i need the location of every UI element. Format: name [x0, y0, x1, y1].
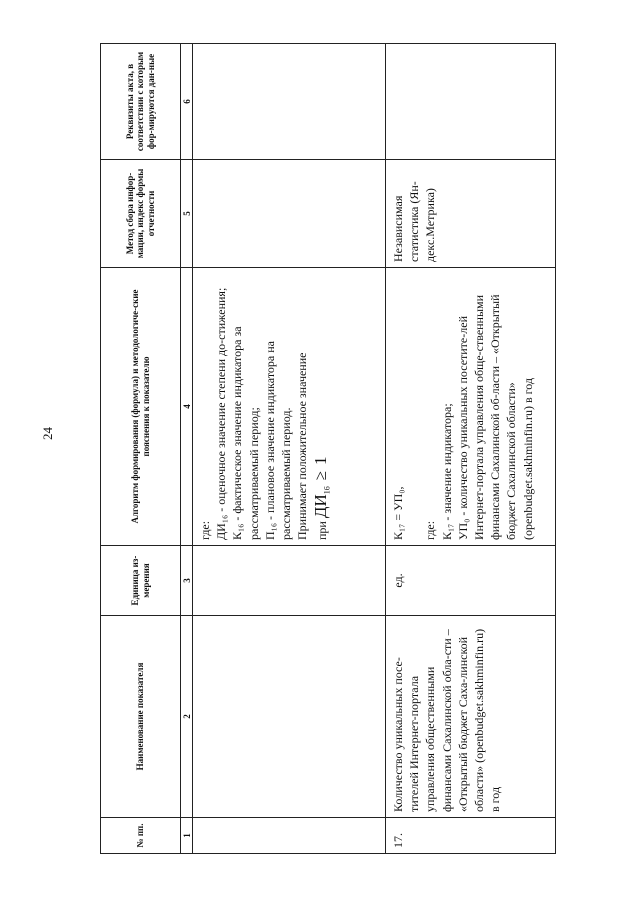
header-method: Метод сбора инфор-мации, индекс формы отчетности: [101, 160, 181, 268]
condition-rel: ≥: [311, 470, 331, 481]
cell-name-cont: [193, 616, 386, 818]
formula-line: УП₀ - количество уникальных посетите-лей Интернет-портала управления обще-ственными финансами Сахалинской об-ласти – «Открытый бюджет Сахалинской области» (openbudget.sakhminfin.ru) в год: [455, 294, 535, 540]
condition-val: 1: [311, 456, 331, 465]
indicator-table: [100, 43, 556, 854]
page-number: 24: [40, 427, 55, 440]
col-number-5: 5: [181, 160, 193, 268]
header-name: Наименование показателя: [101, 616, 181, 818]
header-row: [101, 44, 181, 854]
formula-line: где:: [423, 520, 438, 540]
formula-line: где:: [198, 520, 212, 540]
table-row-continued: [193, 44, 386, 854]
condition-prefix: при: [315, 521, 330, 540]
formula-main: К₁₇ = УП₀,: [391, 486, 405, 540]
cell-formula-cont: [193, 268, 386, 546]
col-number-3: 3: [181, 546, 193, 616]
formula-spacer: [406, 273, 422, 540]
formula-line: ДИ₁₆ - оценочное значение степени до-стижения;: [214, 287, 229, 540]
formula-line: Принимает положительное значение: [295, 352, 310, 540]
formula-line: К₁₇ - значение индикатора;: [439, 403, 454, 540]
cell-formula-17: [386, 268, 556, 546]
condition-var: ДИ: [311, 494, 331, 519]
cell-num-cont: [193, 818, 386, 854]
cell-method-17: Независимая статистика (Ян-декс.Метрика): [386, 160, 556, 268]
cell-unit-cont: [193, 546, 386, 616]
table-row-17: [386, 44, 556, 854]
col-number-6: 6: [181, 44, 193, 160]
header-unit: Единица из-мерения: [101, 546, 181, 616]
col-number-1: 1: [181, 818, 193, 854]
cell-method-cont: [193, 160, 386, 268]
cell-name-17: Количество уникальных посе-тителей Интернет-портала управления общественными финансами Сахалинской обла-сти – «Открытый бюджет Саха-линской области» (openbudget.sakhminfin.ru) в год: [386, 616, 556, 818]
column-number-row: [181, 44, 193, 854]
cell-act-cont: [193, 44, 386, 160]
condition-sub: 16: [322, 486, 332, 495]
cell-act-17: [386, 44, 556, 160]
condition-line: [310, 273, 333, 540]
col-number-4: 4: [181, 268, 193, 546]
col-number-2: 2: [181, 616, 193, 818]
formula-line: П₁₆ - плановое значение индикатора на рассматриваемый период.: [262, 341, 293, 540]
header-formula: Алгоритм формирования (формула) и методологиче-ские пояснения к показателю: [101, 268, 181, 546]
header-num: № пп.: [101, 818, 181, 854]
header-act: Реквизиты акта, в соответствии с которым фор-мируются дан-ные: [101, 44, 181, 160]
indicator-table-wrapper: [100, 44, 555, 854]
cell-unit-17: ед.: [386, 546, 556, 616]
cell-num-17: 17.: [386, 818, 556, 854]
formula-line: К₁₆ - фактическое значение индикатора за рассматриваемый период;: [230, 326, 261, 540]
